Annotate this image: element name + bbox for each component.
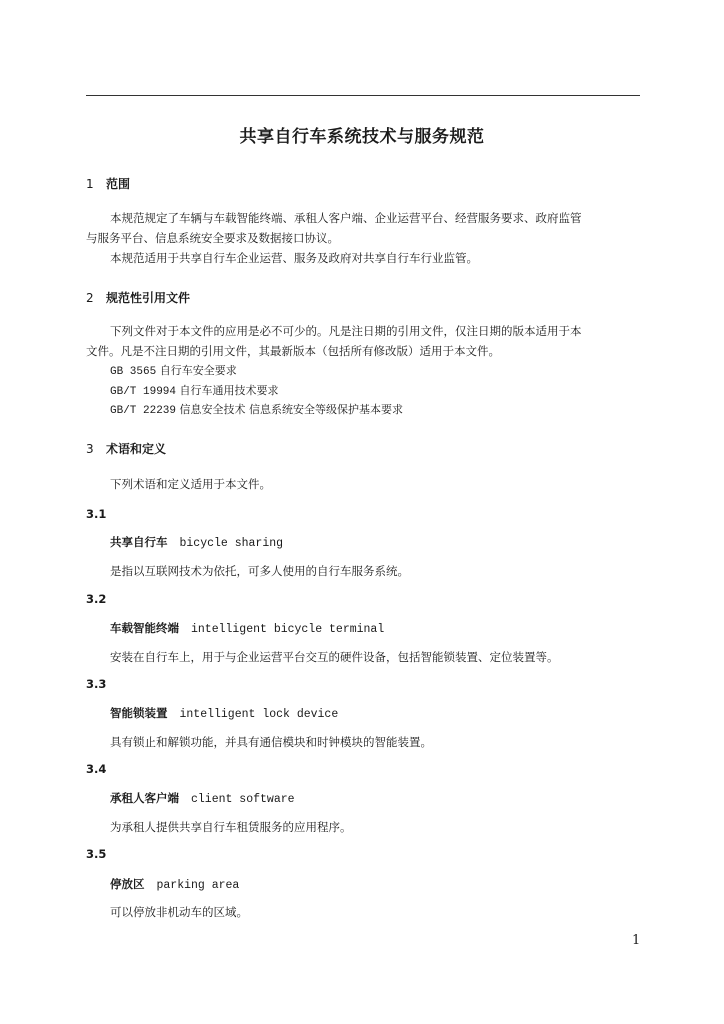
term-english: parking area: [156, 879, 240, 892]
term-definition: 可以停放非机动车的区域。: [110, 905, 248, 919]
reference-title: 自行车安全要求: [159, 364, 237, 377]
reference-code: GB/T 22239: [110, 405, 177, 417]
term-entry: [110, 705, 338, 721]
term-english: client software: [191, 793, 295, 806]
term-definition: 是指以互联网技术为依托，可多人使用的自行车服务系统。: [110, 564, 409, 578]
section-number: 1: [86, 177, 94, 191]
section-2-paragraph-line-2: 文件。凡是不注日期的引用文件，其最新版本（包括所有修改版）适用于本文件。: [86, 344, 500, 358]
term-chinese: 智能锁装置: [110, 706, 168, 720]
term-entry: [110, 620, 384, 636]
term-entry: [110, 534, 283, 550]
term-definition: 为承租人提供共享自行车租赁服务的应用程序。: [110, 820, 352, 834]
term-chinese: 承租人客户端: [110, 791, 179, 805]
clause-number: 3.2: [86, 592, 107, 606]
clause-number: 3.1: [86, 507, 107, 521]
term-definition: 具有锁止和解锁功能，并具有通信模块和时钟模块的智能装置。: [110, 735, 432, 749]
term-entry: [110, 876, 239, 892]
clause-number: 3.3: [86, 677, 107, 691]
reference-item: [110, 382, 279, 398]
term-english: intelligent bicycle terminal: [191, 623, 385, 636]
clause-number: 3.4: [86, 762, 107, 776]
term-english: intelligent lock device: [179, 708, 339, 721]
document-title: 共享自行车系统技术与服务规范: [239, 127, 485, 147]
reference-title: 自行车通用技术要求: [179, 384, 279, 397]
term-chinese: 共享自行车: [110, 535, 168, 549]
section-title: 范围: [106, 177, 131, 191]
reference-code: GB 3565: [110, 366, 157, 378]
header-rule: [86, 95, 640, 96]
section-number: 2: [86, 291, 94, 305]
section-3-intro: 下列术语和定义适用于本文件。: [110, 477, 271, 491]
term-definition: 安装在自行车上，用于与企业运营平台交互的硬件设备，包括智能锁装置、定位装置等。: [110, 650, 559, 664]
term-entry: [110, 790, 295, 806]
reference-code: GB/T 19994: [110, 386, 177, 398]
section-number: 3: [86, 442, 94, 456]
section-title: 规范性引用文件: [106, 291, 191, 305]
page-number: 1: [632, 933, 641, 948]
term-chinese: 车载智能终端: [110, 621, 179, 635]
term-english: bicycle sharing: [179, 537, 284, 550]
section-title: 术语和定义: [106, 442, 167, 456]
reference-title: 信息安全技术 信息系统安全等级保护基本要求: [179, 403, 404, 416]
section-2-heading: [86, 289, 190, 306]
section-1-heading: [86, 175, 130, 192]
reference-item: [110, 401, 403, 417]
section-2-paragraph-line-1: 下列文件对于本文件的应用是必不可少的。凡是注日期的引用文件，仅注日期的版本适用于本: [110, 324, 582, 338]
section-1-paragraph-1-line-2: 与服务平台、信息系统安全要求及数据接口协议。: [86, 231, 339, 245]
reference-item: [110, 362, 237, 378]
section-3-heading: [86, 440, 166, 457]
section-1-paragraph-2: 本规范适用于共享自行车企业运营、服务及政府对共享自行车行业监管。: [110, 251, 478, 265]
section-1-paragraph-1-line-1: 本规范规定了车辆与车载智能终端、承租人客户端、企业运营平台、经营服务要求、政府监管: [110, 211, 582, 225]
clause-number: 3.5: [86, 847, 107, 861]
term-chinese: 停放区: [110, 877, 145, 891]
